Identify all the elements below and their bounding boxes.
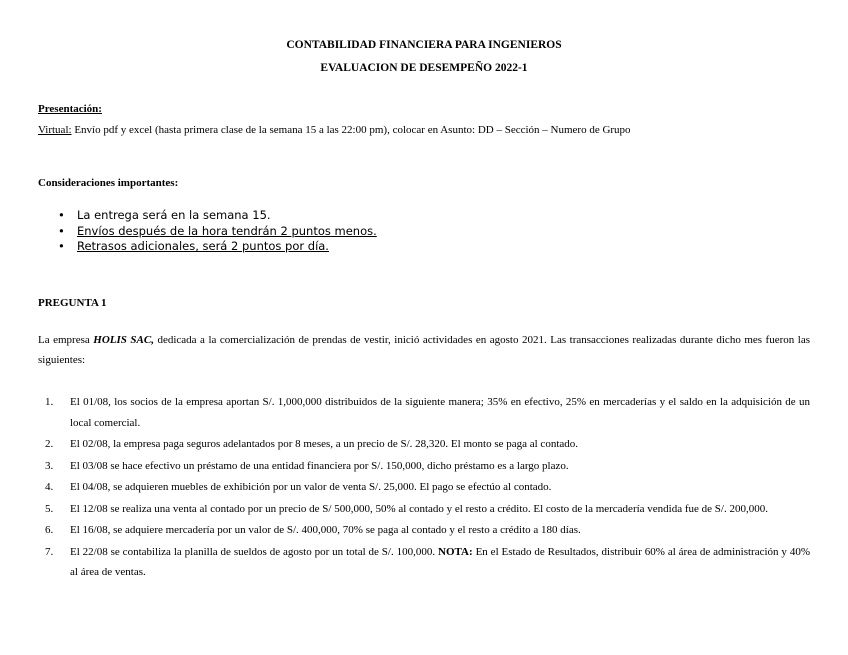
bullet-icon: •	[58, 239, 65, 253]
item-number: 4.	[45, 481, 54, 493]
company-name: HOLIS SAC,	[93, 334, 154, 346]
item-text: El 16/08, se adquiere mercadería por un valor de S/. 400,000, 70% se paga al contado y el resto a crédito a 180 días.	[70, 524, 581, 536]
consideracion-text: Envíos después de la hora tendrán 2 puntos menos.	[77, 223, 377, 238]
document-subtitle: EVALUACION DE DESEMPEÑO 2022-1	[320, 62, 528, 74]
item-text: El 01/08, los socios de la empresa aportan S/. 1,000,000 distribuidos de la siguiente manera; 35% en efectivo, 25% en mercaderías y el saldo en la adquisición de un local comercial.	[70, 396, 810, 429]
list-item	[38, 542, 810, 583]
list-item	[58, 208, 377, 224]
transactions-list	[38, 392, 810, 584]
item-text: El 22/08 se contabiliza la planilla de sueldos de agosto por un total de S/. 100,000.	[70, 545, 439, 558]
item-number: 1.	[45, 396, 54, 408]
list-item	[58, 224, 377, 240]
note-label: NOTA:	[438, 545, 473, 558]
presentacion-heading: Presentación:	[38, 103, 102, 115]
document-title: CONTABILIDAD FINANCIERA PARA INGENIEROS	[286, 39, 562, 51]
list-item	[38, 392, 810, 433]
virtual-label: Virtual:	[38, 124, 72, 136]
consideracion-text: La entrega será en la semana 15.	[77, 208, 271, 222]
intro-text: dedicada a la comercialización de prendas de vestir, inició actividades en agosto 2021. Las transacciones realizadas durante dicho mes fueron las siguientes:	[38, 334, 810, 366]
list-item	[38, 520, 810, 541]
item-number: 7.	[45, 545, 54, 558]
list-item	[38, 477, 810, 498]
item-text: El 12/08 se realiza una venta al contado por un precio de S/ 500,000, 50% al contado y el resto a crédito. El costo de la mercadería vendida fue de S/. 200,000.	[70, 502, 768, 515]
bullet-icon: •	[58, 223, 65, 238]
consideracion-text: Retrasos adicionales, será 2 puntos por día.	[77, 239, 329, 253]
virtual-text: Envío pdf y excel (hasta primera clase de la semana 15 a las 22:00 pm), colocar en Asunto: DD – Sección – Numero de Grupo	[71, 124, 631, 136]
consideraciones-heading: Consideraciones importantes:	[38, 177, 179, 189]
item-text: El 02/08, la empresa paga seguros adelantados por 8 meses, a un precio de S/. 28,320. El monto se paga al contado.	[70, 438, 579, 450]
list-item	[38, 434, 810, 455]
item-number: 6.	[45, 524, 54, 536]
intro-text: La empresa	[38, 334, 94, 346]
bullet-icon: •	[58, 208, 65, 222]
item-text: El 03/08 se hace efectivo un préstamo de una entidad financiera por S/. 150,000, dicho préstamo es a largo plazo.	[70, 459, 569, 472]
list-item	[58, 239, 377, 255]
item-number: 5.	[45, 502, 54, 515]
item-text: El 04/08, se adquieren muebles de exhibición por un valor de venta S/. 25,000. El pago se efectúo al contado.	[70, 481, 552, 493]
item-number: 2.	[45, 438, 54, 450]
pregunta-intro	[38, 330, 810, 370]
list-item	[38, 456, 810, 477]
pregunta-heading: PREGUNTA 1	[38, 297, 107, 309]
virtual-line	[38, 124, 631, 136]
item-number: 3.	[45, 459, 54, 472]
consideraciones-list	[58, 208, 377, 255]
list-item	[38, 499, 810, 520]
item-text: En el Estado de Resultados, distribuir 60% al área de administración y 40% al área de ventas.	[70, 545, 810, 578]
